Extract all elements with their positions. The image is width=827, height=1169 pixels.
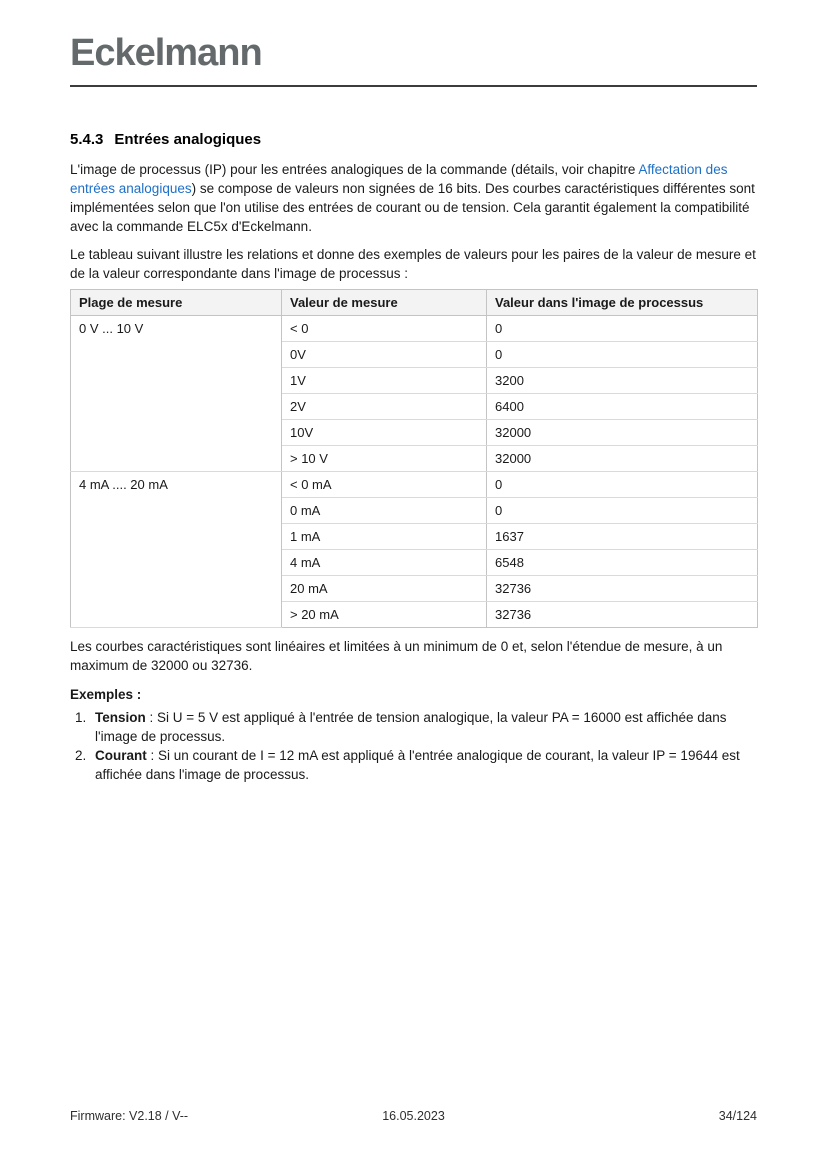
page-footer <box>70 1109 757 1123</box>
example-description: : Si un courant de I = 12 mA est appliqué à l'entrée analogique de courant, la valeur IP = 19644 est affichée dans l'image de processus. <box>95 748 740 782</box>
list-item <box>70 746 757 784</box>
process-value-cell: 32736 <box>487 576 758 602</box>
list-item-text <box>95 708 757 746</box>
after-table-paragraph: Les courbes caractéristiques sont linéaires et limitées à un minimum de 0 et, selon l'étendue de mesure, à un maximum de 32000 ou 32736. <box>70 639 723 673</box>
column-header-range: Plage de mesure <box>71 290 282 316</box>
measure-value-cell: 4 mA <box>282 550 487 576</box>
header-divider <box>70 85 757 87</box>
intro-text-post: ) se compose de valeurs non signées de 16 bits. Des courbes caractéristiques différentes sont implémentées selon que l'on utilise des entrées de courant ou de tension. Cela garantit également la compatibilité avec la commande ELC5x d'Eckelmann. <box>70 181 755 234</box>
examples-label: Exemples : <box>70 687 142 702</box>
process-value-cell: 32736 <box>487 602 758 628</box>
measurement-values-table <box>70 289 758 628</box>
process-value-cell: 6400 <box>487 394 758 420</box>
eckelmann-logo: Eckelmann <box>70 32 262 74</box>
measure-value-cell: 0V <box>282 342 487 368</box>
table-intro-paragraph: Le tableau suivant illustre les relations et donne des exemples de valeurs pour les paires de la valeur de mesure et de la valeur correspondante dans l'image de processus : <box>70 247 756 281</box>
section-heading <box>70 131 757 148</box>
process-value-cell: 0 <box>487 342 758 368</box>
column-header-process: Valeur dans l'image de processus <box>487 290 758 316</box>
table-row <box>71 316 758 342</box>
process-value-cell: 32000 <box>487 446 758 472</box>
column-header-measure: Valeur de mesure <box>282 290 487 316</box>
example-term: Courant <box>95 748 147 763</box>
process-value-cell: 3200 <box>487 368 758 394</box>
process-value-cell: 32000 <box>487 420 758 446</box>
measure-value-cell: 10V <box>282 420 487 446</box>
table-header-row <box>71 290 758 316</box>
list-item-number: 1. <box>75 710 87 725</box>
intro-paragraph <box>70 160 757 236</box>
measure-value-cell: < 0 mA <box>282 472 487 498</box>
footer-page-number: 34/124 <box>718 1109 757 1123</box>
list-item-number: 2. <box>75 748 87 763</box>
measure-range-cell: 4 mA .... 20 mA <box>71 472 282 628</box>
section-title: Entrées analogiques <box>114 131 262 148</box>
list-item <box>70 708 757 746</box>
process-value-cell: 0 <box>487 472 758 498</box>
process-value-cell: 0 <box>487 316 758 342</box>
process-value-cell: 6548 <box>487 550 758 576</box>
measure-range-cell: 0 V ... 10 V <box>71 316 282 472</box>
process-value-cell: 0 <box>487 498 758 524</box>
measure-value-cell: 0 mA <box>282 498 487 524</box>
chapter-link[interactable]: Affectation des entrées analogiques <box>70 162 728 196</box>
table-row <box>71 472 758 498</box>
measure-value-cell: 1 mA <box>282 524 487 550</box>
examples-list <box>70 708 757 784</box>
footer-firmware-version: Firmware: V2.18 / V-- <box>70 1109 189 1123</box>
measure-value-cell: 20 mA <box>282 576 487 602</box>
measure-value-cell: 2V <box>282 394 487 420</box>
measure-value-cell: 1V <box>282 368 487 394</box>
intro-text-pre: L'image de processus (IP) pour les entrées analogiques de la commande (détails, voir chapitre <box>70 162 639 177</box>
example-description: : Si U = 5 V est appliqué à l'entrée de tension analogique, la valeur PA = 16000 est affichée dans l'image de processus. <box>95 710 727 744</box>
footer-date: 16.05.2023 <box>382 1109 445 1123</box>
measure-value-cell: > 20 mA <box>282 602 487 628</box>
measure-value-cell: > 10 V <box>282 446 487 472</box>
example-term: Tension <box>95 710 146 725</box>
measure-value-cell: < 0 <box>282 316 487 342</box>
section-number: 5.4.3 <box>70 131 104 148</box>
list-item-text <box>95 746 757 784</box>
process-value-cell: 1637 <box>487 524 758 550</box>
